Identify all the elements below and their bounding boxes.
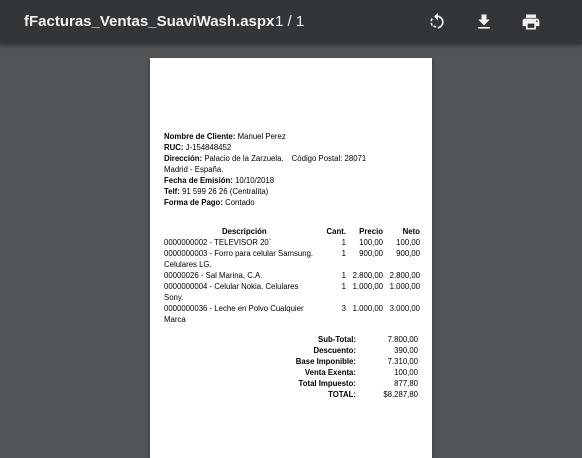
totals-row (250, 367, 418, 378)
item-quantity: 1 (341, 271, 346, 280)
item-description-cont: Marca (164, 315, 186, 324)
totals-value: 877,80 (394, 379, 418, 388)
address-value: Palacio de la Zarzuela. (204, 154, 284, 163)
table-row (164, 270, 420, 281)
pdf-page (150, 58, 432, 458)
item-net: 1.000,00 (389, 282, 420, 291)
item-net: 900,00 (396, 249, 420, 258)
header-net: Neto (402, 227, 420, 236)
payment-label: Forma de Pago: (164, 198, 223, 207)
totals-label: Total Impuesto: (298, 379, 356, 388)
item-description: 00000026 - Sal Marina, C.A. (164, 271, 263, 280)
totals-row (250, 334, 418, 345)
item-net: 3.000,00 (389, 304, 420, 313)
item-price: 900,00 (359, 249, 383, 258)
print-button[interactable] (519, 10, 543, 34)
item-price: 2.800,00 (352, 271, 383, 280)
item-price: 1.000,00 (352, 282, 383, 291)
item-description: 0000000003 - Forro para celular Samsung. (164, 249, 314, 258)
totals-label: Descuento: (313, 346, 356, 355)
totals-row (250, 378, 418, 389)
item-description: 0000000004 - Celular Nokia. Celulares (164, 282, 299, 291)
ruc-line (164, 142, 424, 153)
header-description: Descripción (222, 227, 267, 236)
phone-value: 91 599 26 26 (Centralita) (182, 187, 269, 196)
date-value: 10/10/2018 (235, 176, 275, 185)
postal-label: Código Postal: (291, 154, 343, 163)
totals-label: Base Imponible: (295, 357, 356, 366)
download-button[interactable] (472, 10, 496, 34)
table-row (164, 303, 420, 325)
client-name-value: Manuel Perez (237, 132, 286, 141)
totals-row (250, 356, 418, 367)
payment-value: Contado (225, 198, 255, 207)
address-label: Dirección: (164, 154, 203, 163)
item-price: 1.000,00 (352, 304, 383, 313)
totals-block (250, 334, 418, 400)
totals-value: 100,00 (394, 368, 418, 377)
item-net: 100,00 (396, 238, 420, 247)
item-net: 2.800,00 (389, 271, 420, 280)
postal-value: 28071 (344, 154, 367, 163)
item-description: 0000000002 - TELEVISOR 20` (164, 238, 272, 247)
rotate-icon (427, 12, 447, 32)
page-indicator: 1 / 1 (275, 13, 305, 30)
item-description-cont: Celulares LG. (164, 260, 212, 269)
totals-row (250, 345, 418, 356)
phone-line (164, 186, 424, 197)
pdf-toolbar (0, 0, 582, 44)
table-row (164, 281, 420, 303)
client-info (164, 131, 424, 208)
item-price: 100,00 (359, 238, 383, 247)
totals-value: $8.287,80 (383, 390, 418, 399)
print-icon (521, 12, 541, 32)
document-title: fFacturas_Ventas_SuaviWash.aspx (24, 13, 275, 30)
totals-label: TOTAL: (328, 390, 356, 399)
totals-label: Sub-Total: (318, 335, 356, 344)
date-line (164, 175, 424, 186)
payment-line (164, 197, 424, 208)
totals-label: Venta Exenta: (304, 368, 356, 377)
totals-value: 7.310,00 (387, 357, 418, 366)
items-table (164, 226, 420, 325)
totals-value: 7.800,00 (387, 335, 418, 344)
item-description: 0000000036 - Leche en Polvo Cualquier (164, 304, 304, 313)
item-quantity: 3 (341, 304, 346, 313)
items-header (164, 226, 420, 237)
totals-row (250, 389, 418, 400)
item-quantity: 1 (341, 238, 346, 247)
table-row (164, 237, 420, 248)
ruc-label: RUC: (164, 143, 184, 152)
header-quantity: Cant. (326, 227, 346, 236)
totals-value: 390,00 (394, 346, 418, 355)
address-line (164, 153, 424, 164)
client-name-label: Nombre de Cliente: (164, 132, 236, 141)
download-icon (474, 12, 494, 32)
client-name-line (164, 131, 424, 142)
date-label: Fecha de Emisión: (164, 176, 233, 185)
header-price: Precio (359, 227, 383, 236)
phone-label: Telf: (164, 187, 180, 196)
ruc-value: J-154848452 (185, 143, 232, 152)
rotate-button[interactable] (425, 10, 449, 34)
address-line-2: Madrid - España. (164, 165, 224, 174)
item-quantity: 1 (341, 249, 346, 258)
item-description-cont: Sony. (164, 293, 184, 302)
item-quantity: 1 (341, 282, 346, 291)
table-row (164, 248, 420, 270)
